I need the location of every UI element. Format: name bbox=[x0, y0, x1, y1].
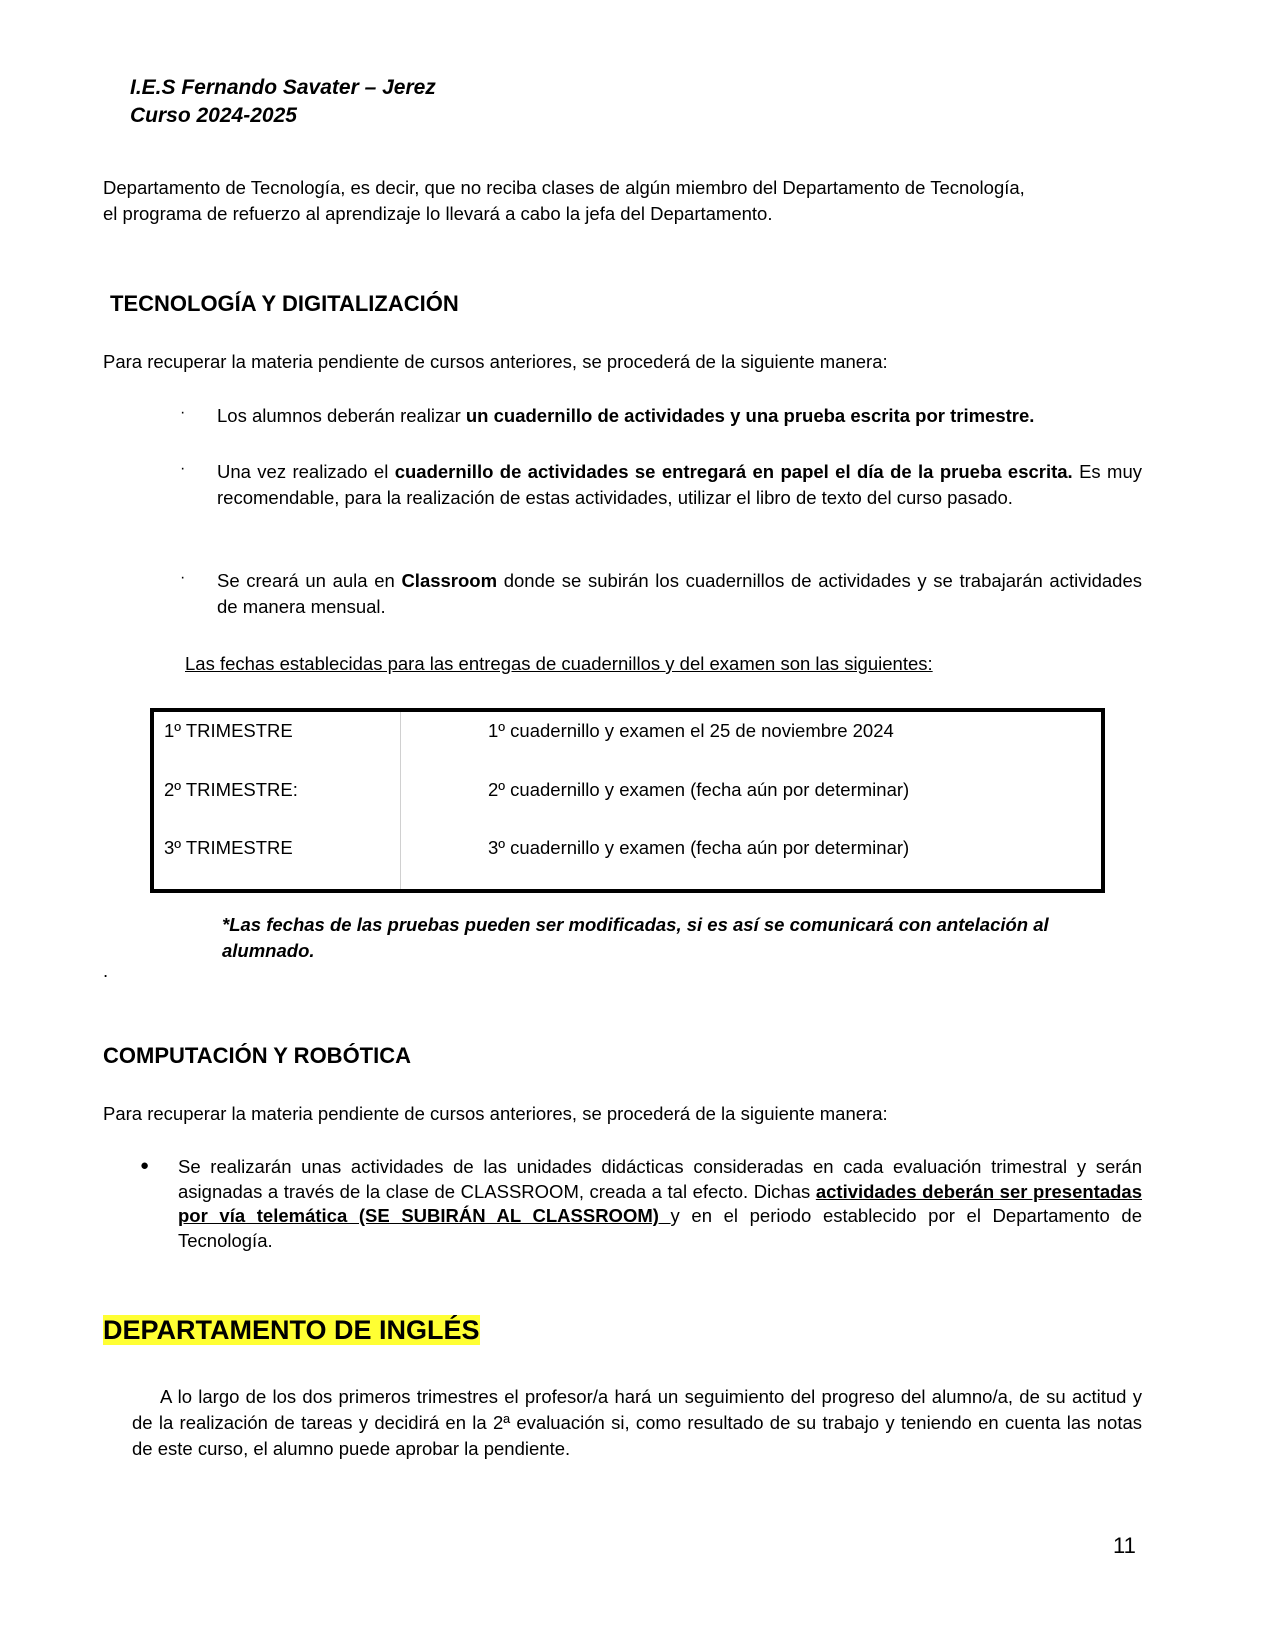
table-cell-detail: 1º cuadernillo y examen el 25 de noviembre 2024 bbox=[488, 720, 894, 741]
tecnologia-bullet-1 bbox=[217, 403, 1142, 429]
text: Una vez realizado el bbox=[217, 461, 395, 482]
text: Es muy recomendable, para la realización de estas actividades, utilizar el libro de texto del curso pasado. bbox=[217, 461, 1142, 508]
table-cell-detail: 2º cuadernillo y examen (fecha aún por determinar) bbox=[488, 779, 910, 800]
section-title-tecnologia: TECNOLOGÍA Y DIGITALIZACIÓN bbox=[110, 291, 459, 316]
tecnologia-lead: Para recuperar la materia pendiente de cursos anteriores, se procederá de la siguiente manera: bbox=[103, 351, 888, 372]
bullet-marker: · bbox=[180, 460, 186, 477]
text: Se creará un aula en bbox=[217, 570, 402, 591]
text-bold: un cuadernillo de actividades y una prueba escrita por trimestre. bbox=[465, 405, 1035, 426]
dates-note: *Las fechas de las pruebas pueden ser modificadas, si es así se comunicará con antelación al alumnado. bbox=[222, 914, 1049, 961]
table-cell-term: 3º TRIMESTRE bbox=[164, 837, 293, 858]
table-cell-term: 2º TRIMESTRE: bbox=[164, 779, 298, 800]
tecnologia-bullet-2 bbox=[217, 459, 1142, 511]
intro-line-1: Departamento de Tecnología, es decir, que no reciba clases de algún miembro del Departamento de Tecnología, bbox=[103, 177, 1025, 198]
section-title-computacion: COMPUTACIÓN Y ROBÓTICA bbox=[103, 1043, 412, 1068]
bullet-marker: · bbox=[180, 569, 186, 586]
text: Los alumnos deberán realizar bbox=[217, 405, 466, 426]
ingles-paragraph: A lo largo de los dos primeros trimestres el profesor/a hará un seguimiento del progreso del alumno/a, de su actitud y de la realización de tareas y decidirá en la 2ª evaluación si, como resultado de su trabajo y teniendo en cuenta las notas de este curso, el alumno puede aprobar la pendiente. bbox=[132, 1386, 1142, 1459]
table-cell-detail: 3º cuadernillo y examen (fecha aún por determinar) bbox=[488, 837, 910, 858]
dates-intro bbox=[185, 651, 933, 677]
header-course: Curso 2024-2025 bbox=[130, 104, 297, 127]
text-bold-underlined: actividades deberán ser presentadas por vía telemática (SE SUBIRÁN AL CLASSROOM) bbox=[178, 1180, 1143, 1226]
dates-table bbox=[150, 708, 1105, 893]
intro-line-2: el programa de refuerzo al aprendizaje lo llevará a cabo la jefa del Departamento. bbox=[103, 203, 773, 224]
header-school: I.E.S Fernando Savater – Jerez bbox=[130, 76, 436, 99]
bullet-marker: · bbox=[180, 404, 186, 421]
text: Se realizarán unas actividades de las unidades didácticas consideradas en cada evaluación trimestral y serán asignadas a través de la clase de CLASSROOM, creada a tal efecto. Dichas bbox=[178, 1156, 1142, 1202]
table-row bbox=[154, 837, 1101, 863]
table-row bbox=[154, 779, 1101, 805]
text-underlined: Las fechas establecidas para las entregas de cuadernillos y del examen son las siguientes: bbox=[185, 653, 933, 674]
tecnologia-bullet-3 bbox=[217, 568, 1142, 620]
section-title-ingles bbox=[103, 1313, 480, 1347]
page-number: 11 bbox=[1113, 1533, 1136, 1558]
text-bold: Classroom bbox=[401, 570, 498, 591]
highlighted-title: DEPARTAMENTO DE INGLÉS bbox=[103, 1315, 480, 1345]
text-bold: cuadernillo de actividades se entregará en papel el día de la prueba escrita. bbox=[394, 461, 1073, 482]
computacion-lead: Para recuperar la materia pendiente de cursos anteriores, se procederá de la siguiente manera: bbox=[103, 1103, 888, 1124]
computacion-bullet-1 bbox=[178, 1155, 1142, 1253]
stray-dot: . bbox=[103, 960, 109, 981]
text: donde se subirán los cuadernillos de actividades y se trabajarán actividades de manera mensual. bbox=[217, 570, 1142, 617]
table-cell-term: 1º TRIMESTRE bbox=[164, 720, 293, 741]
text: y en el periodo establecido por el Departamento de Tecnología. bbox=[178, 1205, 1142, 1251]
table-row bbox=[154, 720, 1101, 746]
bullet-marker: ● bbox=[140, 1157, 150, 1174]
